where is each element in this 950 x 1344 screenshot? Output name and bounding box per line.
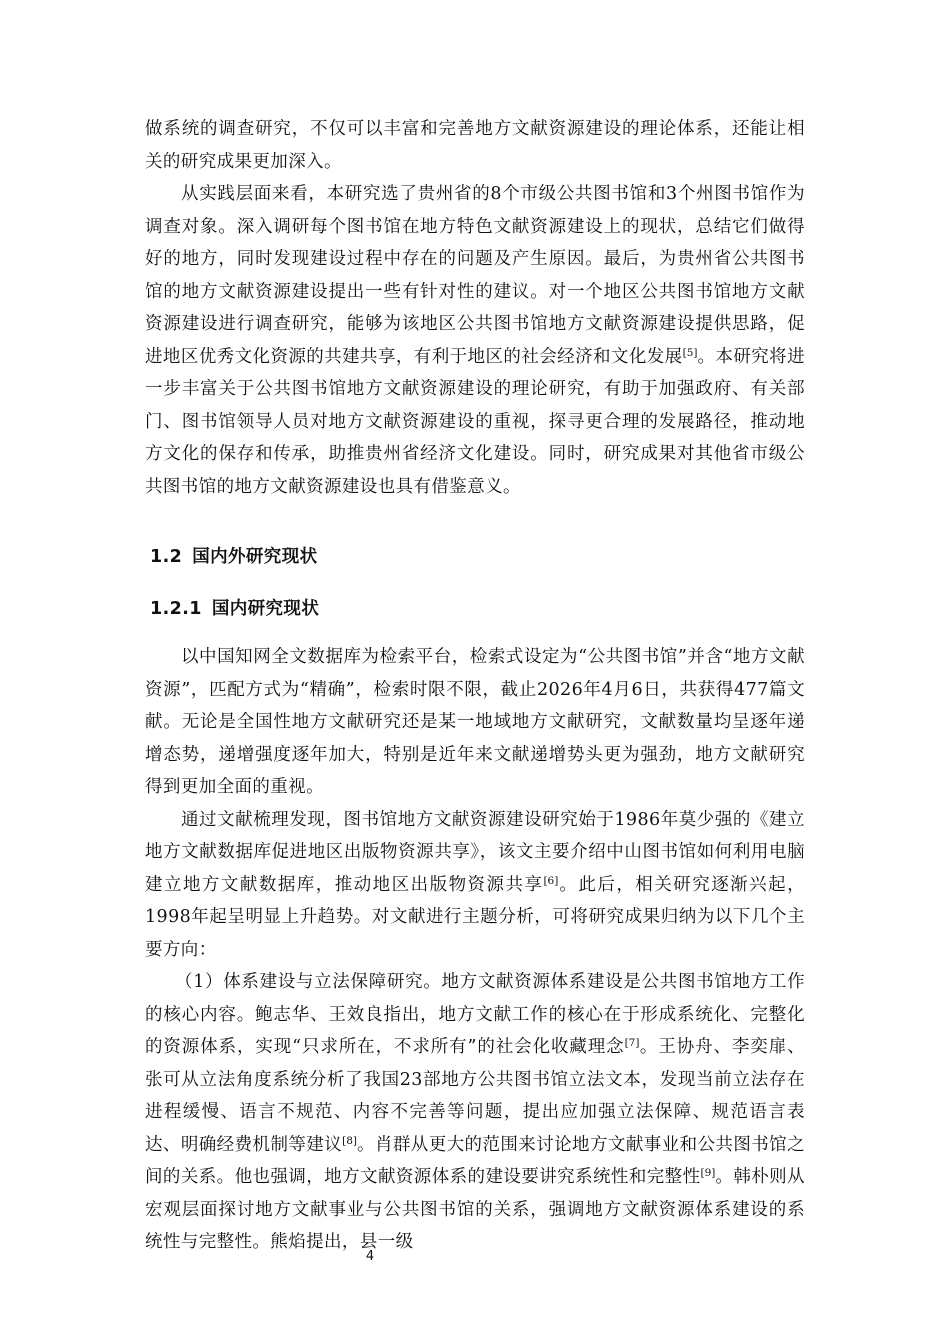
- text-run: 。此后，相关研究逐渐兴起，1998年起呈明显上升趋势。对文献进行主题分析，可将研究成果归纳为以下几个主要方向：: [145, 874, 805, 960]
- body-text-block-1: [145, 113, 805, 503]
- citation-marker: [6]: [543, 874, 559, 887]
- paragraph-list-item-1: [145, 966, 805, 1259]
- text-run: 。王协舟、李奕扉、张可从立法角度系统分析了我国23部地方公共图书馆立法文本，发现当前立法存在进程缓慢、语言不规范、内容不完善等问题，提出应加强立法保障、规范语言表达、明确经费机制等建议: [145, 1037, 805, 1155]
- body-text-block-2: [145, 641, 805, 1259]
- page-number: 4: [365, 1249, 375, 1264]
- subsection-number: 1.2.1: [150, 599, 202, 619]
- citation-marker: [9]: [700, 1167, 716, 1179]
- text-run: 通过文献梳理发现，图书馆地方文献资源建设研究始于1986年莫少强的《建立地方文献数据库促进地区出版物资源共享》，该文主要介绍中山图书馆如何利用电脑建立地方文献数据库，推动地区出版物资源共享: [145, 809, 805, 895]
- text-run: 以中国知网全文数据库为检索平台，检索式设定为“公共图书馆”并含“地方文献资源”，匹配方式为“精确”，检索时限不限，截止2026年4月6日，共获得477篇文献。无论是全国性地方文献研究还是某一地域地方文献研究，文献数量均呈逐年递增态势，递增强度逐年加大，特别是近年来文献递增势头更为强劲，地方文献研究得到更加全面的重视。: [145, 647, 805, 797]
- section-title: 国内外研究现状: [192, 547, 318, 567]
- paragraph-practical-significance: [145, 178, 805, 503]
- section-number: 1.2: [150, 547, 183, 567]
- text-run: （1）体系建设与立法保障研究。地方文献资源体系建设是公共图书馆地方工作的核心内容。鲍志华、王效良指出，地方文献工作的核心在于形成系统化、完整化的资源体系，实现“只求所在，不求所有”的社会化收藏理念: [145, 972, 805, 1057]
- text-run: 做系统的调查研究，不仅可以丰富和完善地方文献资源建设的理论体系，还能让相关的研究成果更加深入。: [145, 119, 805, 172]
- text-run: 。韩朴则从宏观层面探讨地方文献事业与公共图书馆的关系，强调地方文献资源体系建设的系统性与完整性。熊焰提出，县一级: [145, 1167, 806, 1252]
- paragraph-literature-review: [145, 804, 805, 967]
- text-run: 。本研究将进一步丰富关于公共图书馆地方文献资源建设的理论研究，有助于加强政府、有关部门、图书馆领导人员对地方文献资源建设的重视，探寻更合理的发展路径，推动地方文化的保存和传承，助推贵州省经济文化建设。同时，研究成果对其他省市级公共图书馆的地方文献资源建设也具有借鉴意义。: [145, 346, 806, 497]
- text-run: 。肖群从更大的范围来讨论地方文献事业和公共图书馆之间的关系。他也强调，地方文献资源体系的建设要讲究系统性和完整性: [145, 1134, 805, 1187]
- citation-marker: [8]: [342, 1134, 357, 1147]
- section-heading: [150, 543, 318, 568]
- paragraph-continuation: [145, 113, 805, 178]
- citation-marker: [7]: [624, 1037, 640, 1049]
- subsection-title: 国内研究现状: [211, 599, 320, 619]
- text-run: 从实践层面来看，本研究选了贵州省的8个市级公共图书馆和3个州图书馆作为调查对象。深入调研每个图书馆在地方特色文献资源建设上的现状，总结它们做得好的地方，同时发现建设过程中存在的问题及产生原因。最后，为贵州省公共图书馆的地方文献资源建设提出一些有针对性的建议。对一个地区公共图书馆地方文献资源建设进行调查研究，能够为该地区公共图书馆地方文献资源建设提供思路，促进地区优秀文化资源的共建共享，有利于地区的社会经济和文化发展: [145, 184, 805, 367]
- subsection-heading: [150, 595, 319, 620]
- paragraph-cnki-search: [145, 641, 805, 804]
- citation-marker: [5]: [682, 346, 698, 359]
